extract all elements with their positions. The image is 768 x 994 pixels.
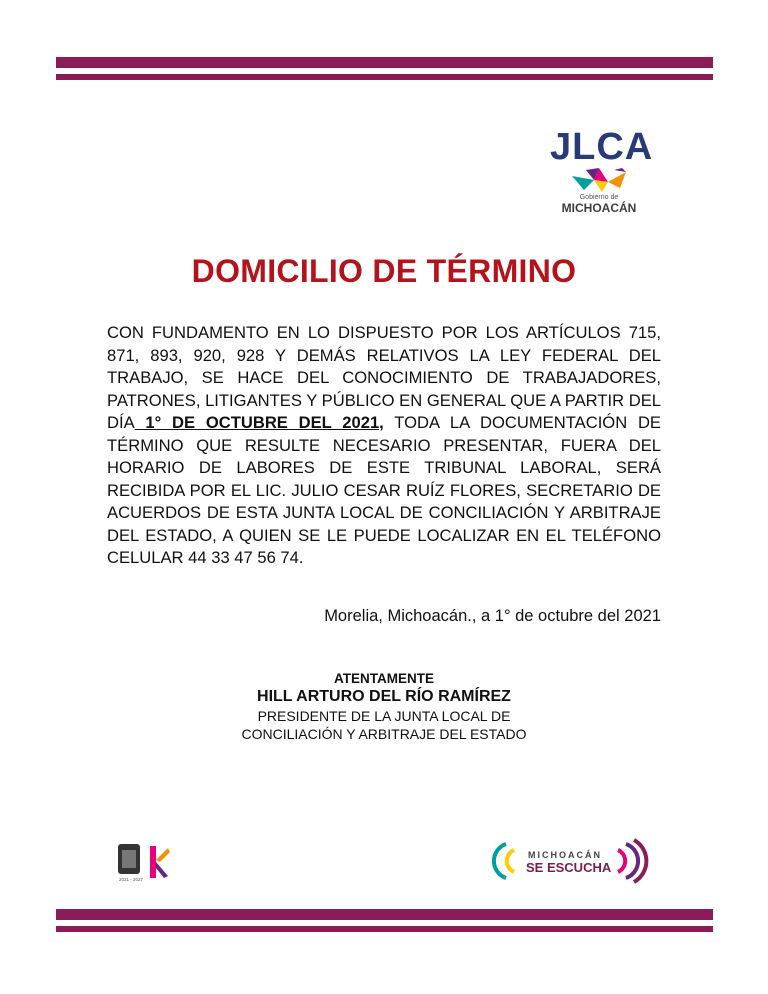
body-date-highlight: 1° DE OCTUBRE DEL 2021, [134, 413, 384, 432]
signature-block [0, 671, 768, 743]
bottom-bar-thin [56, 926, 713, 932]
body-text-start: CON FUNDAMENTO EN LO DISPUESTO POR LOS ARTÍCULOS 715, 871, 893, 920, 928 Y DEMÁS RELATIVOS LA LEY FEDERAL DEL TRABAJO, SE HACE DEL CONOCIMIENTO DE TRABAJADORES, PATRONES, LITIGANTES Y PÚBLICO EN GENERAL QUE A PARTIR DEL DÍA [107, 323, 661, 432]
jlca-star-icon [564, 166, 634, 194]
slogan-bottom: SE ESCUCHA [526, 860, 612, 875]
document-body [107, 322, 661, 570]
signatory-role-line2: CONCILIACIÓN Y ARBITRAJE DEL ESTADO [241, 726, 527, 742]
top-bar-thin [56, 74, 713, 80]
place-and-date: Morelia, Michoacán., a 1° de octubre del 2021 [324, 607, 661, 625]
jlca-logo [544, 128, 654, 223]
document-title: DOMICILIO DE TÉRMINO [191, 253, 577, 289]
body-text-end: TODA LA DOCUMENTACIÓN DE TÉRMINO QUE RESULTE NECESARIO PRESENTAR, FUERA DEL HORARIO DE LABORES DE ESTE TRIBUNAL LABORAL, SERÁ RECIBIDA POR EL LIC. JULIO CESAR RUÍZ FLORES, SECRETARIO DE ACUERDOS DE ESTA JUNTA LOCAL DE CONCILIACIÓN Y ARBITRAJE DEL ESTADO, A QUIEN SE LE PUEDE LOCALIZAR EN EL TELÉFONO CELULAR 44 33 47 56 74. [107, 413, 661, 567]
signature-closing: ATENTAMENTE [334, 671, 434, 686]
jlca-logo-state: MICHOACÁN [561, 201, 637, 215]
signatory-role-line1: PRESIDENTE DE LA JUNTA LOCAL DE [257, 708, 511, 724]
jlca-logo-title: JLCA [550, 126, 654, 168]
jlca-logo-subtitle: Gobierno de [579, 194, 619, 201]
top-bar-thick [56, 57, 713, 68]
slogan-top: MICHOACÁN [528, 850, 602, 860]
michoacan-se-escucha-logo [488, 838, 653, 884]
government-seal-logos [112, 838, 174, 888]
seal-years: 2021 - 2027 [118, 877, 144, 882]
signatory-name: HILL ARTURO DEL RÍO RAMÍREZ [257, 688, 511, 705]
bottom-bar-thick [56, 909, 713, 920]
